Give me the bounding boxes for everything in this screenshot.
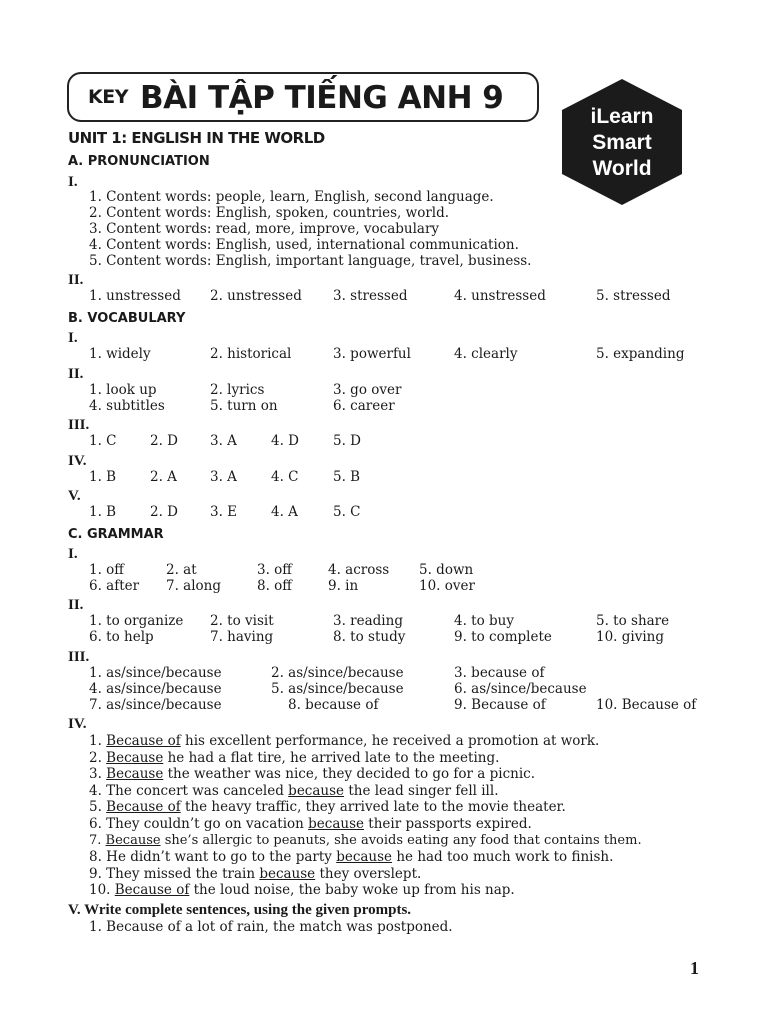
badge-line-3: World bbox=[592, 157, 652, 180]
sentence-6: 6. They couldn’t go on vacation because their passports expired. bbox=[89, 816, 532, 832]
sentence-9: 9. They missed the train because they overslept. bbox=[89, 866, 422, 882]
answer: 10. giving bbox=[596, 629, 665, 645]
sentence-7: 7. Because she’s allergic to peanuts, she avoids eating any food that contains them. bbox=[89, 833, 642, 848]
answer: 3. A bbox=[210, 433, 237, 449]
answer: 7. along bbox=[166, 578, 222, 594]
answer: 10. over bbox=[419, 578, 475, 594]
section-vocabulary-heading: B. VOCABULARY bbox=[68, 311, 186, 326]
answer: 4. clearly bbox=[454, 346, 518, 362]
sentence-8: 8. He didn’t want to go to the party because he had too much work to finish. bbox=[89, 849, 614, 865]
answer: 6. as/since/because bbox=[454, 681, 587, 697]
part5-sentence-1: 1. Because of a lot of rain, the match was postponed. bbox=[89, 919, 453, 935]
grammar-part3-label: III. bbox=[68, 649, 90, 665]
sentence-1: 1. Because of his excellent performance, he received a promotion at work. bbox=[89, 733, 600, 749]
answer: 1. B bbox=[89, 469, 117, 485]
answer: 2. A bbox=[150, 469, 177, 485]
answer: 2. at bbox=[166, 562, 197, 578]
pronunciation-line-5: 5. Content words: English, important language, travel, business. bbox=[89, 253, 532, 269]
answer: 8. because of bbox=[288, 697, 379, 713]
vocabulary-part2-label: II. bbox=[68, 366, 84, 382]
vocabulary-part1-label: I. bbox=[68, 330, 78, 346]
answer: 8. off bbox=[257, 578, 292, 594]
answer: 2. D bbox=[150, 433, 178, 449]
answer: 4. C bbox=[271, 469, 299, 485]
page-number: 1 bbox=[690, 958, 699, 978]
sentence-10: 10. Because of the loud noise, the baby woke up from his nap. bbox=[89, 882, 515, 898]
section-grammar-heading: C. GRAMMAR bbox=[68, 527, 164, 542]
answer: 6. after bbox=[89, 578, 140, 594]
answer: 7. as/since/because bbox=[89, 697, 222, 713]
answer: 2. as/since/because bbox=[271, 665, 404, 681]
grammar-part4-label: IV. bbox=[68, 716, 87, 732]
answer: 9. in bbox=[328, 578, 359, 594]
badge-line-2: Smart bbox=[592, 131, 652, 154]
answer: 1. widely bbox=[89, 346, 151, 362]
badge-line-1: iLearn bbox=[590, 105, 654, 128]
pronunciation-line-4: 4. Content words: English, used, international communication. bbox=[89, 237, 519, 253]
vocabulary-part5-label: V. bbox=[68, 488, 81, 504]
grammar-part5-heading: V. Write complete sentences, using the given prompts. bbox=[68, 902, 412, 918]
pronunciation-line-1: 1. Content words: people, learn, English, second language. bbox=[89, 189, 494, 205]
grammar-part1-label: I. bbox=[68, 546, 78, 562]
answer: 1. as/since/because bbox=[89, 665, 222, 681]
answer: 5. to share bbox=[596, 613, 670, 629]
answer: 2. D bbox=[150, 504, 178, 520]
answer: 3. off bbox=[257, 562, 292, 578]
answer: 9. to complete bbox=[454, 629, 552, 645]
ilearn-badge-text bbox=[562, 104, 682, 182]
answer: 4. as/since/because bbox=[89, 681, 222, 697]
pronunciation-line-3: 3. Content words: read, more, improve, vocabulary bbox=[89, 221, 440, 237]
answer: 3. reading bbox=[333, 613, 403, 629]
section-pronunciation-heading: A. PRONUNCIATION bbox=[68, 154, 210, 169]
answer: 5. turn on bbox=[210, 398, 278, 414]
answer: 4. A bbox=[271, 504, 298, 520]
grammar-part2-label: II. bbox=[68, 597, 84, 613]
answer: 5. down bbox=[419, 562, 474, 578]
answer: 6. career bbox=[333, 398, 395, 414]
answer: 7. having bbox=[210, 629, 274, 645]
answer: 5. D bbox=[333, 433, 361, 449]
answer: 2. to visit bbox=[210, 613, 274, 629]
answer: 2. lyrics bbox=[210, 382, 265, 398]
answer: 5. stressed bbox=[596, 288, 671, 304]
vocabulary-part3-label: III. bbox=[68, 417, 90, 433]
answer: 1. B bbox=[89, 504, 117, 520]
answer: 1. look up bbox=[89, 382, 157, 398]
answer: 8. to study bbox=[333, 629, 406, 645]
answer: 5. B bbox=[333, 469, 361, 485]
vocabulary-part4-label: IV. bbox=[68, 453, 87, 469]
answer: 3. go over bbox=[333, 382, 402, 398]
answer: 6. to help bbox=[89, 629, 154, 645]
answer: 4. across bbox=[328, 562, 390, 578]
pronunciation-line-2: 2. Content words: English, spoken, countries, world. bbox=[89, 205, 450, 221]
answer: 10. Because of bbox=[596, 697, 697, 713]
answer: 9. Because of bbox=[454, 697, 546, 713]
answer: 4. to buy bbox=[454, 613, 514, 629]
pronunciation-part2-label: II. bbox=[68, 272, 84, 288]
answer: 4. D bbox=[271, 433, 299, 449]
answer: 5. expanding bbox=[596, 346, 685, 362]
unit-title: UNIT 1: ENGLISH IN THE WORLD bbox=[68, 129, 325, 147]
answer: 3. A bbox=[210, 469, 237, 485]
answer: 2. unstressed bbox=[210, 288, 302, 304]
answer: 3. powerful bbox=[333, 346, 411, 362]
sentence-2: 2. Because he had a flat tire, he arrived late to the meeting. bbox=[89, 750, 500, 766]
answer: 3. E bbox=[210, 504, 238, 520]
sentence-3: 3. Because the weather was nice, they decided to go for a picnic. bbox=[89, 766, 536, 782]
answer: 1. to organize bbox=[89, 613, 184, 629]
answer: 1. unstressed bbox=[89, 288, 181, 304]
sentence-4: 4. The concert was canceled because the lead singer fell ill. bbox=[89, 783, 499, 799]
answer: 3. because of bbox=[454, 665, 545, 681]
answer: 1. off bbox=[89, 562, 124, 578]
answer: 5. C bbox=[333, 504, 361, 520]
answer: 4. subtitles bbox=[89, 398, 165, 414]
answer: 3. stressed bbox=[333, 288, 408, 304]
page-title: BÀI TẬP TIẾNG ANH 9 bbox=[140, 80, 504, 116]
answer: 4. unstressed bbox=[454, 288, 546, 304]
key-label: KEY bbox=[88, 86, 128, 108]
pronunciation-part1-label: I. bbox=[68, 174, 78, 190]
answer: 1. C bbox=[89, 433, 117, 449]
answer: 2. historical bbox=[210, 346, 292, 362]
sentence-5: 5. Because of the heavy traffic, they arrived late to the movie theater. bbox=[89, 799, 566, 815]
answer: 5. as/since/because bbox=[271, 681, 404, 697]
